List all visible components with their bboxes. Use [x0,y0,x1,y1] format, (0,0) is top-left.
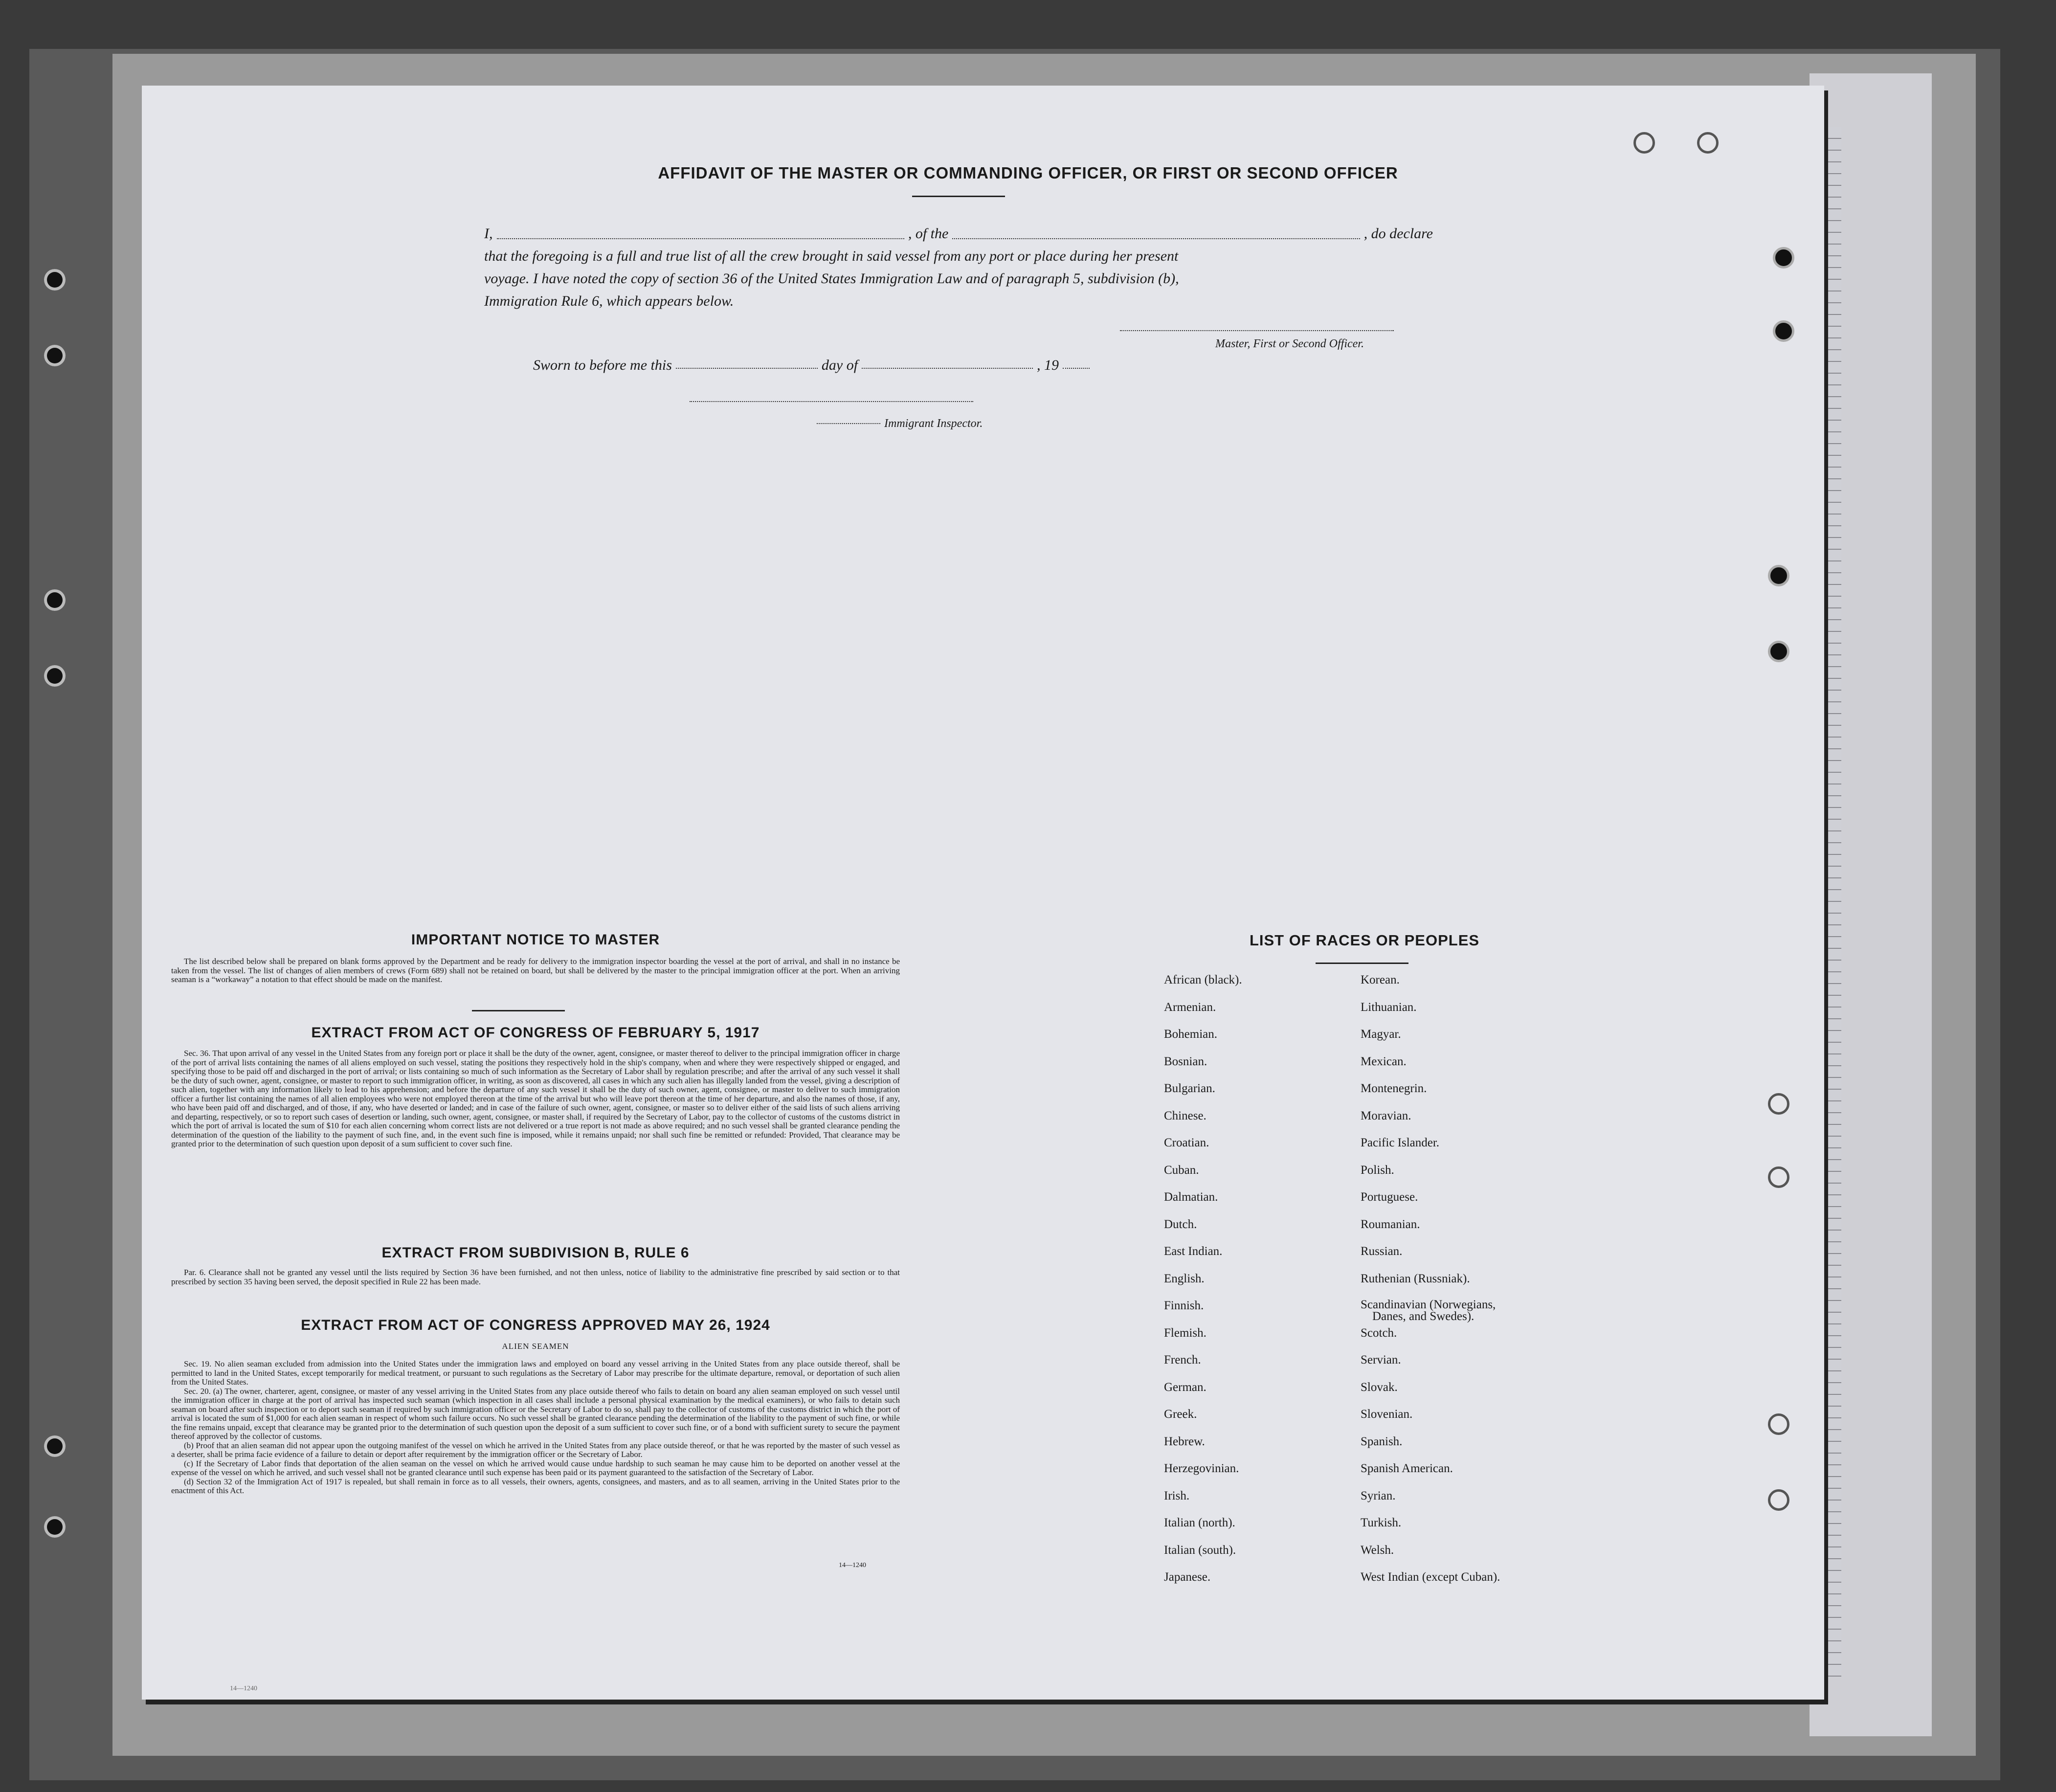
punch-hole [1768,1413,1789,1435]
extract-1917-text: Sec. 36. That upon arrival of any vessel in the United States from any foreign port or place it shall be the duty of the owner, agent, consignee, or master thereof to deliver to the principal immigration officer in charge of the port of arrival lists containing the names of all aliens employed on such vessel, stating the positions they respectively hold in the ship's company, when and where they were respectively shipped or engaged, and specifying those to be paid off and discharged in the port of arrival; or lists containing so much of such information as the Secretary of Labor shall by regulation prescribe; and after the arrival of any such vessel it shall be the duty of such owner, agent, consignee, or master to report to such immigration officer, in writing, as soon as discovered, all cases in which any such alien has illegally landed from the vessel, giving a description of such alien, together with any information likely to lead to his apprehension; and before the departure of any such vessel it shall be the duty of such owner, agent, consignee, or master to deliver to such immigration officer a further list containing the names of all alien employees who were not employed thereon at the time of the arrival but who will leave port thereon at the time of her departure, and also the names of those, if any, who have been paid off and discharged, and of those, if any, who have deserted or landed; and in case of the failure of such owner, agent, consignee, or master so to deliver either of the said lists of such aliens arriving and departing, respectively, or so to report such cases of desertion or landing, such owner, agent, consignee, or master shall, if required by the Secretary of Labor, pay to the collector of customs of the customs district in which the port of arrival is located the sum of $10 for each alien concerning whom correct lists are not delivered or a true report is not made as above required; and no such vessel shall be granted clearance pending the determination of the question of the liability to the payment of such fine, and, in the event such fine is imposed, while it remains unpaid; nor shall such fine be remitted or refunded: Provided, That clearance may be granted prior to the determination of such question upon deposit of a sum sufficient to cover such fine. [171,1049,900,1148]
race-item: Dutch. [1164,1217,1197,1231]
extract-1924-subtitle: ALIEN SEAMEN [502,1342,569,1351]
race-item: Irish. [1164,1489,1190,1502]
binder-hole [44,665,66,687]
race-item: Montenegrin. [1361,1082,1427,1095]
race-item: Roumanian. [1361,1217,1420,1231]
vessel-blank[interactable] [952,223,1360,239]
decl-start: I, [484,225,493,242]
binder-hole [44,345,66,366]
race-item [1361,1299,1500,1326]
binder-hole [44,1516,66,1538]
decl-mid: , of the [908,225,949,242]
declaration [484,223,1433,313]
form-number: 14—1240 [839,1562,866,1569]
race-item: African (black). [1164,973,1242,986]
race-item: Servian. [1361,1353,1401,1366]
race-item: Spanish. [1361,1434,1403,1448]
extract-1917-title: EXTRACT FROM ACT OF CONGRESS OF FEBRUARY 5, 1917 [311,1025,760,1041]
race-item: Magyar. [1361,1028,1401,1041]
notice-text: The list described below shall be prepared on blank forms approved by the Department and be ready for delivery to the immigration inspector boarding the vessel at the port of arrival, and shall in no instance be taken from the vessel. The list of changes of alien members of crews (Form 689) shall not be retained on board, but shall be delivered by the master to the principal immigration officer at the port. When an arriving seaman is a “workaway” a notation to that effect should be made on the manifest. [171,957,900,984]
punch-hole [1768,1489,1789,1511]
race-item: Slovenian. [1361,1408,1413,1421]
race-item: Greek. [1164,1408,1197,1421]
punch-hole [1633,132,1655,154]
race-item: Spanish American. [1361,1462,1453,1475]
race-item: Polish. [1361,1163,1394,1177]
race-item: Cuban. [1164,1163,1199,1177]
decl-line: Immigration Rule 6, which appears below. [484,293,734,309]
race-item: French. [1164,1353,1201,1366]
race-item: Japanese. [1164,1570,1211,1584]
race-item: English. [1164,1272,1205,1285]
sworn-line [533,357,1159,374]
races-rule [1316,963,1408,964]
inspector-signature-line[interactable] [690,401,973,402]
race-item: Portuguese. [1361,1190,1418,1204]
punch-hole [1773,320,1794,342]
sworn-day-blank[interactable] [676,357,818,369]
bottom-form-number: 14—1240 [230,1685,257,1692]
inspector-lead-line [817,423,880,424]
punch-hole [1768,1166,1789,1188]
name-blank[interactable] [497,223,904,239]
officer-signature-label: Master, First or Second Officer. [1215,337,1364,350]
race-item: Welsh. [1361,1543,1394,1557]
race-item: German. [1164,1380,1207,1394]
inspector-label: Immigrant Inspector. [884,417,983,430]
extract-1924-text: Sec. 19. No alien seaman excluded from admission into the United States under the immigration laws and employed on board any vessel arriving in the United States from any place outside thereof, shall be permitted to land in the United States, except temporarily for medical treatment, or pursuant to such regulations as the Secretary of Labor may prescribe for the ultimate departure, removal, or deportation of such alien from the United States. Sec. 20. (a) The owner, charterer, agent, consignee, or master of any vessel arriving in the United States from any place outside thereof who fails to detain on board any alien seaman employed on such vessel until the immigration officer in charge at the port of arrival has inspected such seaman (which inspection in all cases shall include a personal physical examination by the medical examiners), or who fails to detain such seaman on board after such inspection or to deport such seaman if required by such immigration officer or the Secretary of Labor to do so, shall pay to the collector of customs of the customs district in which the port of arrival is located the sum of $1,000 for each alien seaman in respect of whom such failure occurs. No such vessel shall be granted clearance pending the determination of the liability to the payment of such fine, or while the fine remains unpaid, except that clearance may be granted prior to the determination of such question upon the deposit of a sum sufficient to cover such fine, or of a bond with sufficient surety to secure the payment thereof approved by the collector of customs. (b) Proof that an alien seaman did not appear upon the outgoing manifest of the vessel on which he arrived in the United States from any place outside thereof, or that he was reported by the master of such vessel as a deserter, shall be prima facie evidence of a failure to detain or deport after requirement by the immigration officer or the Secretary of Labor. (c) If the Secretary of Labor finds that deportation of the alien seaman on the vessel on which he arrived would cause undue hardship to such seaman he may cause him to be deported on another vessel at the expense of the vessel on which he arrived, and such vessel shall not be granted clearance until such expense has been paid or its payment guaranteed to the satisfaction of the Secretary of Labor. (d) Section 32 of the Immigration Act of 1917 is repealed, but shall remain in force as to all vessels, their owners, agents, consignees, and masters, and as to all seamen, arriving in the United States prior to the enactment of this Act. [171,1359,900,1495]
race-item: Italian (north). [1164,1516,1235,1529]
race-item: Armenian. [1164,1000,1216,1014]
race-item: Mexican. [1361,1054,1407,1068]
rule6-text: Par. 6. Clearance shall not be granted any vessel until the lists required by Section 36 have been furnished, and not then unless, notice of liability to the administrative fine prescribed by said section or to that prescribed by section 35 having been served, the deposit specified in Rule 22 has been made. [171,1268,900,1286]
race-item: Bosnian. [1164,1054,1207,1068]
races-title: LIST OF RACES OR PEOPLES [1249,932,1480,949]
race-item: Finnish. [1164,1299,1204,1312]
race-item: West Indian (except Cuban). [1361,1570,1500,1584]
punch-hole [1768,1093,1789,1115]
race-item: Croatian. [1164,1136,1209,1149]
binder-hole [44,1435,66,1457]
races-column-2 [1361,973,1500,1598]
officer-signature-line[interactable] [1120,330,1394,331]
decl-line: voyage. I have noted the copy of section 36 of the United States Immigration Law and of paragraph 5, subdivision (b), [484,270,1179,287]
sworn-month-blank[interactable] [862,357,1033,369]
race-item: Herzegovinian. [1164,1462,1239,1475]
sworn-start: Sworn to before me this [533,357,672,373]
binder-hole [44,269,66,291]
race-item: Flemish. [1164,1326,1207,1340]
race-item: Syrian. [1361,1489,1396,1502]
decl-end: , do declare [1363,225,1433,242]
sworn-mid: day of [821,357,858,373]
race-item: Russian. [1361,1245,1403,1258]
race-item: Korean. [1361,973,1400,986]
punch-hole [1697,132,1719,154]
affidavit-title: AFFIDAVIT OF THE MASTER OR COMMANDING OFFICER, OR FIRST OR SECOND OFFICER [658,164,1398,182]
sworn-end: , 19 [1037,357,1059,373]
race-item: Bohemian. [1164,1028,1218,1041]
extract-1924-title: EXTRACT FROM ACT OF CONGRESS APPROVED MAY 26, 1924 [301,1317,770,1333]
punch-hole [1768,565,1789,586]
punch-hole [1773,247,1794,269]
race-item: Italian (south). [1164,1543,1236,1557]
race-item: Dalmatian. [1164,1190,1218,1204]
rule6-title: EXTRACT FROM SUBDIVISION B, RULE 6 [381,1245,690,1261]
title-rule [912,196,1005,197]
race-item: Pacific Islander. [1361,1136,1440,1149]
race-item: Ruthenian (Russniak). [1361,1272,1470,1285]
notice-rule [472,1010,565,1011]
binder-hole [44,589,66,611]
sworn-year-blank[interactable] [1063,357,1090,369]
decl-line: that the foregoing is a full and true list of all the crew brought in said vessel from any port or place during her present [484,248,1179,264]
notice-title: IMPORTANT NOTICE TO MASTER [411,932,660,948]
ruled-page-edge [1827,127,1841,1678]
race-item: Moravian. [1361,1109,1411,1122]
race-item: Turkish. [1361,1516,1402,1529]
race-item: Scotch. [1361,1326,1397,1340]
race-item: East Indian. [1164,1245,1223,1258]
race-item: Chinese. [1164,1109,1207,1122]
race-item-line: Danes, and Swedes). [1372,1310,1475,1323]
race-item-line: Scandinavian (Norwegians, [1361,1298,1496,1311]
race-item: Hebrew. [1164,1434,1205,1448]
race-item: Slovak. [1361,1380,1398,1394]
races-column-1 [1164,973,1242,1598]
punch-hole [1768,641,1789,662]
race-item: Lithuanian. [1361,1000,1417,1014]
race-item: Bulgarian. [1164,1082,1215,1095]
